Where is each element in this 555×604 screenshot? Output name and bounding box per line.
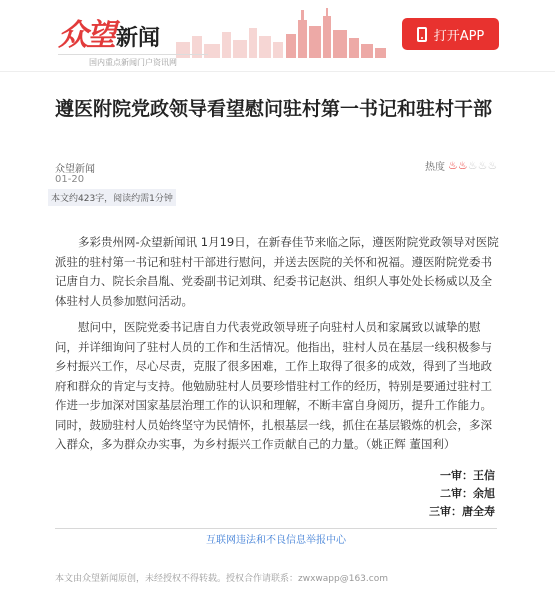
article-stats: 本文约423字，阅读约需1分钟 (48, 189, 176, 206)
site-slogan: 国内重点新闻门户资讯网 (58, 54, 208, 68)
open-app-label: 打开APP (433, 28, 485, 44)
article-paragraph-1: 多彩贵州网-众望新闻讯 1月19日，在新春佳节来临之际，遵医附院党政领导对医院派驻的驻村第一书记和驻村干部进行慰问，并送去医院的关怀和祝福。遵医附院党委书记唐自力、院长余昌胤、党委副书记刘琪、纪委书记赵洪、组织人事处处长杨威以及全体驻村人员参加慰问活动。 (55, 235, 499, 308)
article-title: 遵医附院党政领导看望慰问驻村第一书记和驻村干部 (55, 98, 493, 120)
hot-label: 热度 (425, 162, 445, 173)
editor-first-review: 一审：王信 (440, 469, 495, 482)
open-app-button[interactable] (402, 18, 499, 50)
copyright-notice: 本文由众望新闻原创，未经授权不得转载。授权合作请联系：zwxwapp@163.com (55, 574, 388, 584)
flame-icon: ♨ (477, 158, 488, 172)
flame-icon: ♨ (457, 158, 468, 172)
hot-flames (448, 160, 497, 172)
logo-sub-text: 新闻 (116, 25, 161, 51)
site-logo[interactable] (58, 10, 160, 54)
report-center-link[interactable]: 互联网违法和不良信息举报中心 (55, 528, 497, 546)
logo-main-text: 众望 (58, 18, 114, 53)
flame-icon: ♨ (487, 158, 498, 172)
hot-indicator (425, 158, 497, 173)
city-skyline-graphic (176, 6, 386, 58)
site-header (0, 0, 555, 72)
article-paragraph-2: 慰问中，医院党委书记唐自力代表党政领导班子向驻村人员和家属致以诚挚的慰问，并详细询问了驻村人员的工作和生活情况。他指出，驻村人员在基层一线积极参与乡村振兴工作，尽心尽责，克服了很多困难，工作上取得了很多的成效，得到了当地政府和群众的肯定与支持。他勉励驻村人员要珍惜驻村工作的经历，特别是要通过驻村工作进一步加深对国家基层治理工作的认识和理解，不断丰富自身阅历，提升工作能力。同时，鼓励驻村人员始终坚守为民情怀，扎根基层一线，抓住在基层锻炼的机会，多深入群众，多为群众办实事，为乡村振兴工作贡献自己的力量。（姚正辉 董国利） (55, 320, 492, 451)
article-source: 众望新闻 (55, 164, 95, 175)
article-date: 01-20 (55, 174, 85, 185)
editor-third-review: 三审：唐全寿 (429, 505, 495, 518)
editor-second-review: 二审：余旭 (440, 487, 495, 500)
phone-icon (417, 27, 427, 42)
flame-icon: ♨ (448, 158, 458, 172)
flame-icon: ♨ (467, 158, 478, 172)
